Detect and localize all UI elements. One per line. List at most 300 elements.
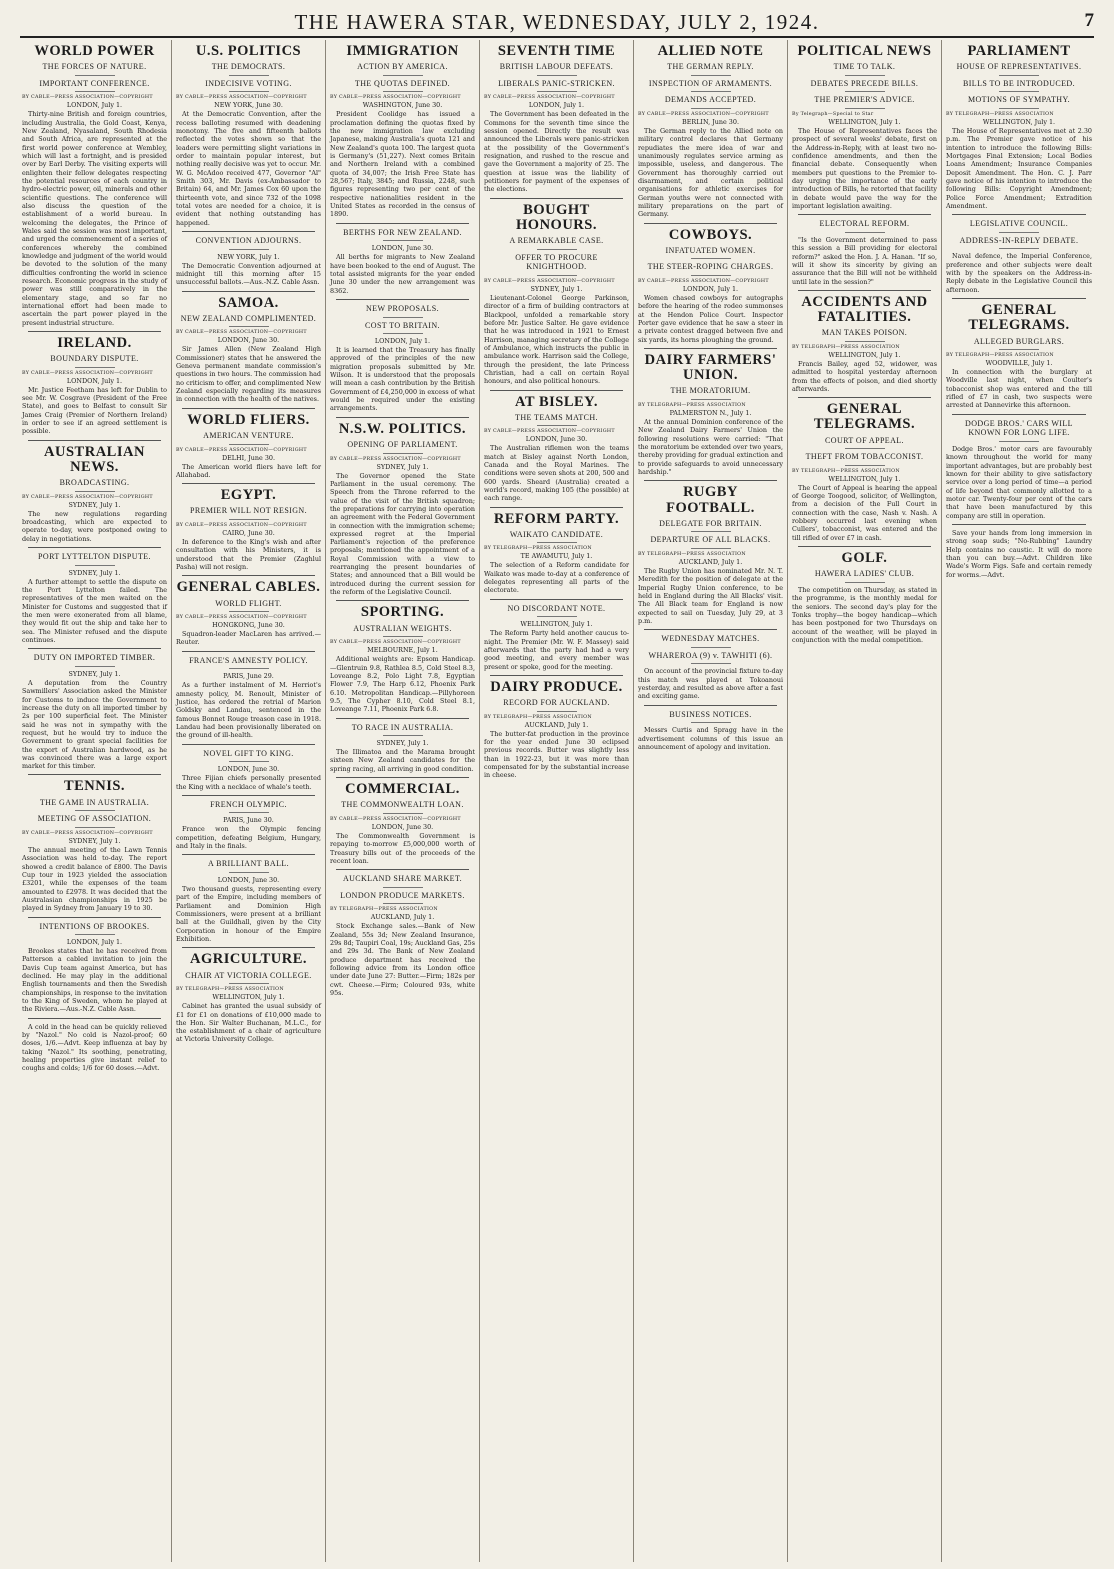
article-subheading: NOVEL GIFT TO KING. [178, 749, 319, 763]
article-divider [798, 214, 931, 215]
article-headline: BOUGHT HONOURS. [516, 201, 597, 233]
article-dateline: BERLIN, June 30. [682, 118, 739, 126]
article-subheading: LEGISLATIVE COUNCIL. [948, 219, 1090, 233]
article [638, 480, 783, 625]
article-credit: BY CABLE—PRESS ASSOCIATION—COPYRIGHT [22, 95, 153, 101]
article-dateline: LONDON, June 30. [525, 435, 588, 444]
article-subheading: MEETING OF ASSOCIATION. [24, 814, 165, 828]
column-1 [18, 40, 172, 1562]
article-dateline: LONDON, June 30. [217, 336, 280, 345]
article [638, 223, 783, 344]
article-divider [644, 480, 777, 481]
article-body: Women chased cowboys for autographs before the hearing of the rodeo summonses at the Hendon Police Court. Inspector Porter gave evidence that he saw a steer in a private contest dragged between five and six yards, its horns ploughing the ground. [638, 294, 783, 344]
column-6 [788, 40, 942, 1562]
article-dateline: PALMERSTON N., July 1. [669, 409, 752, 418]
article-subheading: AUCKLAND SHARE MARKET. [332, 874, 473, 888]
article-credit: BY TELEGRAPH—PRESS ASSOCIATION [638, 403, 746, 409]
article [638, 629, 783, 701]
article-body: Three Fijian chiefs personally presented the King with a necklace of whale's teeth. [176, 774, 321, 791]
article-subheading: DUTY ON IMPORTED TIMBER. [24, 653, 165, 667]
article-subheading: MAN TAKES POISON. [794, 328, 935, 342]
article-dateline: LONDON, July 1. [528, 101, 585, 110]
article-divider [182, 575, 315, 576]
article-dateline: SYDNEY, July 1. [376, 739, 429, 748]
article-dateline: SYDNEY, July 1. [68, 568, 121, 577]
article-headline: COWBOYS. [668, 226, 753, 243]
article-credit: BY TELEGRAPH—PRESS ASSOCIATION [484, 714, 592, 720]
article-subheading: WHAREROA (9) v. TAWHITI (6). [640, 651, 781, 665]
article-divider [490, 507, 623, 508]
article-dateline: SYDNEY, July 1. [68, 500, 121, 509]
article-body: Mr. Justice Feetham has left for Dublin to see Mr. W. Cosgrave (President of the Free State), and goes to Belfast to consult Sir James Craig (Premier of Northern Ireland) in order to see if an agreed settlement is possible. [22, 385, 167, 436]
article-subheading: THE PREMIER'S ADVICE. [794, 95, 935, 109]
article-credit: BY CABLE—PRESS ASSOCIATION—COPYRIGHT [22, 494, 153, 500]
column-5 [634, 40, 788, 1562]
article-body: Thirty-nine British and foreign countries, including Australia, the Gold Coast, Kenya, New Zealand, Nyasaland, South Rhodesia and South Africa, are represented at the first world power conference at Wembley, which will last a fortnight, and is presided over by Earl Derby. The visiting experts will enlighten their fellow delegates respecting the potential resources of each country in hydro-electric power, oil, minerals and other scientific questions. The conference will also discuss the question of the establishment of a world bureau. In welcoming the delegates, the Prince of Wales said the session was most important, and urged the commencement of a series of conferences whereby the combined knowledge and judgment of the world would be devoted to the solution of the many difficulties confronting the world in science research. Economic progress in the study of power was still comparatively in the elementary stage, and so far no international effort had been made to ascertain the part power played in the present industrial structure. [22, 110, 167, 327]
article-credit: BY CABLE—PRESS ASSOCIATION—COPYRIGHT [638, 279, 769, 285]
article [22, 547, 167, 644]
article-body: At the Democratic Convention, after the recess balloting resumed with deadening monotony. The five and fifteenth ballots reflected the votes shown so that the leaders were permitting slight variations in order to maintain popular interest, but nothing really decisive was yet to occur. Mr. W. G. McAdoo received 477, Governor "Al" Smith 303, Mr. Davis (ex-Ambassador to Britain) 64, and Mr. James Cox 60 upon the thirteenth vote, and since 732 of the 1098 total votes are needed for a choice, it is evident that nothing outstanding has happened. [176, 110, 321, 227]
article [484, 44, 629, 194]
article-divider [644, 223, 777, 224]
article-body: A deputation from the Country Sawmillers' Association asked the Minister for Customs to induce the Government to increase the duty on all imported timber by 2s per 100 superficial feet. The Minister said he was not in sympathy with the request, but he would try to induce the Government to grant special facilities for the export of Australian hardwood, as he was convinced there was a large export market for this timber. [22, 678, 167, 771]
article-subheading: INDECISIVE VOTING. [178, 79, 319, 93]
column-2 [172, 40, 326, 1562]
article-subheading: DEMANDS ACCEPTED. [640, 95, 781, 109]
article [22, 331, 167, 436]
article-subheading: THE TEAMS MATCH. [486, 413, 627, 427]
article-dateline: NEW YORK, July 1. [217, 252, 280, 261]
article-body: Lieutenant-Colonel George Parkinson, director of a firm of building contractors at Blackpool, unfolded a remarkable story before Mr. Justice Salter. He gave evidence that he was introduced in 1921 to Ernest Harrison, managing secretary of the College of Ambulance, which instructs the public in ambulance work. Harrison said the College, through the president, the late Princess Christian, had a call on certain Royal honours, and also political honours. [484, 293, 629, 386]
article-subheading: THE COMMONWEALTH LOAN. [332, 800, 473, 814]
article-subheading: RECORD FOR AUCKLAND. [486, 698, 627, 712]
article-subheading: DEPARTURE OF ALL BLACKS. [640, 535, 781, 549]
article-headline: U.S. POLITICS [195, 43, 302, 59]
article [792, 290, 937, 393]
article [638, 44, 783, 219]
article-body: The selection of a Reform candidate for Waikato was made to-day at a conference of delegates representing all parts of the electorate. [484, 561, 629, 595]
article-divider [28, 917, 161, 918]
article [22, 44, 167, 327]
article-subheading: NEW ZEALAND COMPLIMENTED. [178, 314, 319, 328]
article-dateline: AUCKLAND, July 1. [678, 557, 743, 566]
article [484, 198, 629, 386]
article-divider [182, 651, 315, 652]
article-dateline: LONDON, July 1. [66, 376, 123, 385]
article-body: The Commonwealth Government is repaying to-morrow £5,000,000 worth of Treasury bills out of the proceeds of the recent loan. [330, 831, 475, 865]
article [176, 651, 321, 740]
article [484, 390, 629, 503]
article-body: The annual meeting of the Lawn Tennis Association was held to-day. The report showed a credit balance of £800. The Davis Cup tour in 1923 yielded the association £3201, while the expenses of the team amounted to £2978. It was decided that the Australasian championships in 1925 be played in Sydney from January 19 to 30. [22, 845, 167, 913]
article-credit: BY CABLE—PRESS ASSOCIATION—COPYRIGHT [176, 447, 307, 453]
article-headline: AT BISLEY. [515, 393, 598, 410]
article [176, 795, 321, 851]
article-body: The Reform Party held another caucus to-night. The Premier (Mr. W. F. Massey) said afterwards that the party had had a very good meeting, and every member was present or spoke, good for the meeting. [484, 629, 629, 671]
article-subheading: THE MORATORIUM. [640, 386, 781, 400]
article-body: In deference to the King's wish and after consultation with his Ministers, it is understood that the Premier (Zaghlul Pasha) will not resign. [176, 537, 321, 571]
article-subheading: A BRILLIANT BALL. [178, 859, 319, 873]
article-dateline: LONDON, June 30. [371, 244, 434, 253]
article-divider [336, 600, 469, 601]
article [22, 1018, 167, 1073]
article-subheading: BRITISH LABOUR DEFEATS. [486, 62, 627, 76]
article-body: "Is the Government determined to pass this session a Bill providing for electoral reform?" asked the Hon. J. A. Hanan. "If so, will it show its sincerity by giving an assurance that the Bill will not be withheld until late in the session?" [792, 235, 937, 286]
article-dateline: MELBOURNE, July 1. [367, 646, 438, 655]
article-subheading: DEBATES PRECEDE BILLS. [794, 79, 935, 93]
article-divider [490, 599, 623, 600]
article-divider [490, 675, 623, 676]
article-headline: COMMERCIAL. [345, 781, 460, 798]
article-divider [336, 718, 469, 719]
article-headline: GENERAL CABLES. [176, 579, 321, 596]
article-body: Additional weights are: Epsom Handicap.—Glentruin 9.8, Rathlea 8.5, Cold Steel 8.3, Loveange 8.2, Polo Light 7.8, Egyptian Flower 7.9, The Harp 6.12, Phoenix Park 6.10. Metropolitan Handicap.—Pillyhoreen 9.5, The Cypher 8.10, Cold Steel 8.1, Loveange 7.11, Phoenix Park 6.8. [330, 655, 475, 714]
article-headline: AUSTRALIAN NEWS. [44, 443, 145, 475]
article-subheading: LIBERALS PANIC-STRICKEN. [486, 79, 627, 93]
article-subheading: AMERICAN VENTURE. [178, 431, 319, 445]
article-subheading: NEW PROPOSALS. [332, 304, 473, 318]
article [22, 440, 167, 543]
article-divider [28, 774, 161, 775]
article-body: The Governor opened the State Parliament in the usual ceremony. The Speech from the Throne referred to the value of the visit of the British squadron; the preparations for carrying into operation an agreement with the Federal Government in connection with the immigration scheme; expressed regret at the Imperial Parliament's rejection of the preference proposals; mentioned the appointment of a Royal Commission with a view to rearranging the present boundaries of States; and announced that a Bill would be introduced during the current session for the reform of the Legislative Council. [330, 471, 475, 597]
article-divider [952, 414, 1086, 415]
article-subheading: THEFT FROM TOBACCONIST. [794, 452, 935, 466]
article-dateline: LONDON, June 30. [371, 822, 434, 831]
article [946, 214, 1092, 294]
article [792, 214, 937, 286]
article-subheading: THE FORCES OF NATURE. [24, 62, 165, 76]
article-body: As a further instalment of M. Herriot's amnesty policy, M. Renoult, Minister of Justice, has ordered the retrial of Marion Goldsky and Landau, sentenced in the famous Bonnet Rouge treason case in 1918. Landau had been provisionally liberated on the ground of ill-health. [176, 681, 321, 740]
article-subheading: ADDRESS-IN-REPLY DEBATE. [948, 236, 1090, 250]
article-subheading: LONDON PRODUCE MARKETS. [332, 891, 473, 905]
article-headline: REFORM PARTY. [493, 510, 620, 527]
article-body: A cold in the head can be quickly relieved by "Nazol." No cold is Nazol-proof; 60 doses, 1/6.—Advt. Keep influenza at bay by taking "Nazol." Its soothing, penetrating, healing properties give instant relief to coughs and colds; 1/6 for 60 doses.—Advt. [22, 1022, 167, 1073]
article-subheading: PREMIER WILL NOT RESIGN. [178, 506, 319, 520]
article-headline: AGRICULTURE. [189, 951, 308, 968]
article-body: All berths for migrants to New Zealand have been booked to the end of August. The total assisted migrants for the year ended June 30 under the new arrangement was 8362. [330, 253, 475, 295]
article-body: The House of Representatives met at 2.30 p.m. The Premier gave notice of his intention to introduce the following Bills: Mortgages Final Extension; Local Bodies Loans Amendment; Insurance Companies Deposit Amendment. The Hon. C. J. Parr gave notice of his intention to introduce the following Bills: Copyright Amendment; Police Force Amendment; Extradition Amendment. [946, 127, 1092, 210]
article-subheading: INSPECTION OF ARMAMENTS. [640, 79, 781, 93]
article-subheading: ELECTORAL REFORM. [794, 219, 935, 233]
article [638, 705, 783, 752]
masthead-title: THE HAWERA STAR, WEDNESDAY, JULY 2, 1924. [294, 10, 820, 34]
article-subheading: ALLEGED BURGLARS. [948, 337, 1090, 351]
article-subheading: HOUSE OF REPRESENTATIVES. [948, 62, 1090, 76]
article-headline: PARLIAMENT [967, 43, 1071, 59]
article-dateline: LONDON, July 1. [66, 938, 123, 947]
article-body: The Government has been defeated in the Commons for the seventh time since the session opened. Directly the result was announced the Liberals were panic-stricken at the possibility of the Government's resignation, and rushed to the rescue and gave the Government a majority of 25. The question at issue was the liability of petitioners for payment of the expenses of the elections. [484, 110, 629, 194]
article [792, 397, 937, 542]
article-headline: TENNIS. [63, 778, 126, 795]
article [176, 44, 321, 227]
article-credit: BY TELEGRAPH—PRESS ASSOCIATION [946, 112, 1054, 117]
article [176, 483, 321, 571]
article [330, 718, 475, 774]
article-headline: GENERAL TELEGRAMS. [813, 401, 916, 433]
article-headline: IRELAND. [57, 334, 132, 351]
article [946, 298, 1092, 410]
article-credit: By Telegraph—Special to Star [792, 112, 874, 117]
article-subheading: THE GAME IN AUSTRALIA. [24, 798, 165, 812]
article-divider [182, 291, 315, 292]
article-subheading: WORLD FLIGHT. [178, 599, 319, 613]
article-body: Messrs Curtis and Spragg have in the advertisement columns of this issue an announcement of apology and invitation. [638, 726, 783, 751]
article-dateline: SYDNEY, July 1. [376, 462, 429, 471]
article [330, 869, 475, 997]
columns-container [18, 40, 1096, 1562]
article-subheading: BOUNDARY DISPUTE. [24, 354, 165, 368]
article [176, 408, 321, 479]
article-dateline: AUCKLAND, July 1. [524, 720, 589, 729]
article-body: The Illimatoa and the Marama brought sixteen New Zealand candidates for the spring racing, all arriving in good condition. [330, 748, 475, 773]
article-dateline: WELLINGTON, July 1. [982, 118, 1056, 126]
article-dateline: LONDON, July 1. [66, 101, 123, 110]
article-credit: BY TELEGRAPH—PRESS ASSOCIATION [792, 468, 900, 474]
article-body: The new regulations regarding broadcasting, which are expected to operate to-day, were postponed owing to delay in negotiations. [22, 509, 167, 543]
article-divider [182, 408, 315, 409]
article-dateline: TE AWAMUTU, July 1. [520, 552, 593, 561]
article-dateline: DELHI, June 30. [222, 453, 275, 462]
article-headline: POLITICAL NEWS [797, 43, 932, 59]
article-headline: SEVENTH TIME [497, 43, 616, 59]
article-headline: EGYPT. [220, 487, 277, 504]
article-body: The American world fliers have left for Allahabad. [176, 462, 321, 479]
article-body: Cabinet has granted the usual subsidy of £1 for £1 on donations of £10,000 made to the Hon. Sir Walter Buchanan, M.L.C., for the establishment of a chair of agriculture at Victoria University College. [176, 1002, 321, 1044]
article [176, 231, 321, 287]
article-body: President Coolidge has issued a proclamation defining the quotas fixed by the new immigration law excluding Japanese, making Australia's quota 121 and New Zealand's quota 100. The largest quota is Germany's (51,227). Next comes Britain and Northern Ireland with a combined quota of 34,007; the Irish Free State has 28,567; Italy, 3845; and Russia, 2248, such figures representing two per cent of the respective nationalities resident in the United States as recorded in the census of 1890. [330, 110, 475, 219]
article-subheading: COURT OF APPEAL. [794, 436, 935, 450]
article-body: Naval defence, the Imperial Conference, preference and other subjects were dealt with by the speakers on the Address-in-Reply debate in the Legislative Council this afternoon. [946, 252, 1092, 294]
article-divider [28, 547, 161, 548]
article-subheading: PORT LYTTELTON DISPUTE. [24, 552, 165, 566]
article-body: The Democratic Convention adjourned at midnight till this morning after 15 unsuccessful ballots.—Aus.-N.Z. Cable Assn. [176, 261, 321, 287]
article-subheading: THE GERMAN REPLY. [640, 62, 781, 76]
article-divider [182, 947, 315, 948]
article-headline: WORLD FLIERS. [187, 411, 310, 428]
article [176, 854, 321, 943]
article-headline: WORLD POWER [34, 43, 155, 59]
article-body: The House of Representatives faces the prospect of several weeks' debate, first on the Address-in-Reply, with at least two no-confidence amendments, and then the financial debate. Consequently when members put questions to the Premier to-day urging the importance of the early introduction of Bills, he retorted that facility in debate would pave the way for the important legislation awaiting. [792, 127, 937, 210]
article-divider [182, 854, 315, 855]
article [484, 507, 629, 595]
article-subheading: FRENCH OLYMPIC. [178, 800, 319, 814]
article [330, 299, 475, 413]
article-subheading: CHAIR AT VICTORIA COLLEGE. [178, 971, 319, 985]
article-subheading: INFATUATED WOMEN. [640, 246, 781, 260]
article-credit: BY CABLE—PRESS ASSOCIATION—COPYRIGHT [176, 330, 307, 336]
article-subheading: WAIKATO CANDIDATE. [486, 530, 627, 544]
article-divider [490, 390, 623, 391]
article-subheading: BUSINESS NOTICES. [640, 710, 781, 724]
article [330, 417, 475, 597]
article-divider [28, 648, 161, 649]
article-headline: N.S.W. POLITICS. [338, 420, 467, 437]
article-credit: BY CABLE—PRESS ASSOCIATION—COPYRIGHT [176, 95, 307, 101]
article-divider [182, 744, 315, 745]
article [176, 947, 321, 1043]
article-divider [644, 705, 777, 706]
article-credit: BY TELEGRAPH—PRESS ASSOCIATION [176, 987, 284, 993]
article-body: The German reply to the Allied note on military control declares that Germany repudiates the mere idea of war and unanimously regulates service arming as impossible, useless, and dangerous. The Government has thoroughly carried out disarmament, and certain political organisations for athletic exercises for German youths were not connected with military preparations on the part of Germany. [638, 127, 783, 219]
article [176, 744, 321, 791]
article-dateline: LONDON, June 30. [217, 765, 280, 774]
article-credit: BY CABLE—PRESS ASSOCIATION—COPYRIGHT [176, 615, 307, 621]
article-body: Squadron-leader MacLaren has arrived.—Reuter. [176, 630, 321, 647]
article-divider [336, 223, 469, 224]
article-credit: BY CABLE—PRESS ASSOCIATION—COPYRIGHT [638, 112, 769, 117]
article-divider [952, 524, 1086, 525]
article-body: Dodge Bros.' motor cars are favourably known throughout the world for many important advantages, but are probably best known for their ability to give satisfactory service over a long period of time—a period of life beyond that commonly allotted to a motor car. Twenty-four per cent of the cars that have been manufactured by this company are still in operation. [946, 444, 1092, 520]
article-dateline: PARIS, June 29. [223, 672, 274, 681]
article-dateline: SYDNEY, July 1. [68, 836, 121, 845]
article-body: In connection with the burglary at Woodville last night, when Coulter's tobacconist shop was entered and the till rifled of £7 in cash, two suspects were arrested at Dannevirke this afternoon. [946, 368, 1092, 410]
article-subheading: CONVENTION ADJOURNS. [178, 236, 319, 250]
article-subheading: BERTHS FOR NEW ZEALAND. [332, 228, 473, 242]
article [484, 599, 629, 671]
article-divider [182, 795, 315, 796]
article-dateline: LONDON, July 1. [374, 337, 431, 346]
article-subheading: BROADCASTING. [24, 478, 165, 492]
article-dateline: WELLINGTON, July 1. [828, 474, 901, 483]
article [22, 648, 167, 770]
article [22, 774, 167, 912]
article-credit: BY CABLE—PRESS ASSOCIATION—COPYRIGHT [330, 816, 461, 822]
article-headline: GOLF. [841, 550, 888, 567]
article-divider [952, 214, 1086, 215]
article-subheading: AUSTRALIAN WEIGHTS. [332, 624, 473, 638]
article-dateline: LONDON, June 30. [217, 876, 280, 885]
article-dateline: WELLINGTON, July 1. [520, 620, 593, 629]
article-credit: BY CABLE—PRESS ASSOCIATION—COPYRIGHT [484, 278, 615, 284]
article-headline: DAIRY PRODUCE. [490, 678, 623, 695]
article-credit: BY CABLE—PRESS ASSOCIATION—COPYRIGHT [484, 95, 615, 101]
article-body: Two thousand guests, representing every part of the Empire, including members of Parliament and Dominion High Commissioners, were present at a brilliant ball at the Guildhall, given by the City Corporation in honour of the Empire Exhibition. [176, 885, 321, 944]
article [484, 675, 629, 780]
article-divider [798, 546, 931, 547]
article-subheading: COST TO BRITAIN. [332, 321, 473, 335]
article-credit: BY TELEGRAPH—PRESS ASSOCIATION [484, 546, 592, 552]
article-divider [28, 1018, 161, 1019]
article-credit: BY TELEGRAPH—PRESS ASSOCIATION [638, 551, 746, 557]
article-body: Francis Bailey, aged 52, widower, was admitted to hospital yesterday afternoon from the effects of poison, and died shortly afterwards. [792, 359, 937, 393]
article-credit: BY CABLE—PRESS ASSOCIATION—COPYRIGHT [330, 456, 461, 462]
article-subheading: MOTIONS OF SYMPATHY. [948, 95, 1090, 109]
article-body: Brookes states that he has received from Patterson a cabled invitation to join the Davis Cup team against America, but has declined. He may play in the additional English tournaments and then the Swedish championships, in response to the invitation to the King of Sweden, whom he played at the Riviera.—Aus.-N.Z. Cable Assn. [22, 947, 167, 1014]
article-divider [952, 298, 1086, 299]
article-headline: ALLIED NOTE [657, 43, 764, 59]
article-dateline: SYDNEY, July 1. [68, 669, 121, 678]
article-dateline: WASHINGTON, June 30. [362, 101, 443, 110]
column-7 [942, 40, 1096, 1562]
column-3 [326, 40, 480, 1562]
article-subheading: ACTION BY AMERICA. [332, 62, 473, 76]
article [176, 575, 321, 646]
article-dateline: WOODVILLE, July 1. [985, 359, 1053, 368]
article [638, 348, 783, 476]
article-dateline: AUCKLAND, July 1. [370, 913, 435, 922]
article-subheading: THE DEMOCRATS. [178, 62, 319, 76]
article-dateline: WELLINGTON, July 1. [828, 350, 901, 359]
article-subheading: IMPORTANT CONFERENCE. [24, 79, 165, 93]
article-body: It is learned that the Treasury has finally approved of the principles of the new migration proposals submitted by Mr. Wilson. It is understood that the proposals will mean a cash contribution by the British Government of £4,250,000 in excess of what would be required under the existing arrangements. [330, 346, 475, 413]
article-body: Sir James Allen (New Zealand High Commissioner) states that he answered the Geneva permanent mandate commission's questions in two hours. The commission had no criticism to offer, and complimented New Zealand especially regarding its measures in connection with the health of the natives. [176, 345, 321, 404]
article [792, 44, 937, 210]
article-headline: DAIRY FARMERS' UNION. [644, 351, 777, 384]
article-divider [182, 231, 315, 232]
masthead [20, 10, 1094, 38]
article-dateline: PARIS, June 30. [223, 816, 274, 825]
article-body: The Court of Appeal is hearing the appeal of George Toogood, solicitor, of Wellington, from a decision of the Full Court in connection with the case, Nash v. Nash. A robbery occurred last evening when Cullers', tobacconist, was entered and the till rifled of over £7 in cash. [792, 483, 937, 542]
article [946, 524, 1092, 579]
article-body: Save your hands from long immersion in strong soap suds; "No-Rubbing" Laundry Help contains no caustic. It will do more than you can buy.—Advt. Children like Wade's Worm Figs. Safe and certain remedy for worms.—Advt. [946, 528, 1092, 579]
article-credit: BY CABLE—PRESS ASSOCIATION—COPYRIGHT [330, 95, 461, 101]
article-credit: BY CABLE—PRESS ASSOCIATION—COPYRIGHT [22, 370, 153, 376]
article-credit: BY TELEGRAPH—PRESS ASSOCIATION [330, 907, 438, 913]
article-credit: BY TELEGRAPH—PRESS ASSOCIATION [946, 353, 1054, 359]
article-divider [336, 417, 469, 418]
article-credit: BY CABLE—PRESS ASSOCIATION—COPYRIGHT [484, 429, 615, 435]
article-subheading: THE STEER-ROPING CHARGES. [640, 262, 781, 276]
article-divider [644, 348, 777, 349]
article-dateline: WELLINGTON, July 1. [828, 118, 901, 126]
article-subheading: TIME TO TALK. [794, 62, 935, 76]
article-dateline: NEW YORK, June 30. [214, 101, 283, 110]
page-number: 7 [1084, 10, 1094, 31]
article-credit: BY TELEGRAPH—PRESS ASSOCIATION [792, 344, 900, 350]
article-subheading: OPENING OF PARLIAMENT. [332, 440, 473, 454]
article [22, 917, 167, 1014]
article-subheading: FRANCE'S AMNESTY POLICY. [178, 656, 319, 670]
article-headline: ACCIDENTS AND FATALITIES. [801, 293, 928, 326]
article-divider [798, 397, 931, 398]
article-subheading: A REMARKABLE CASE. [486, 236, 627, 250]
article [330, 600, 475, 713]
article-subheading: TO RACE IN AUSTRALIA. [332, 723, 473, 737]
article-dateline: SYDNEY, July 1. [530, 284, 583, 293]
article-subheading: BILLS TO BE INTRODUCED. [948, 79, 1090, 93]
article-subheading: WEDNESDAY MATCHES. [640, 634, 781, 648]
article-divider [336, 869, 469, 870]
article-subheading: HAWERA LADIES' CLUB. [794, 569, 935, 583]
article-subheading: OFFER TO PROCURE KNIGHTHOOD. [486, 253, 627, 276]
article-body: France won the Olympic fencing competition, defeating Belgium, Hungary, and Italy in the finals. [176, 825, 321, 851]
article-divider [798, 290, 931, 291]
article-headline: IMMIGRATION [346, 43, 459, 59]
article-dateline: CAIRO, June 30. [222, 528, 275, 537]
article-divider [336, 777, 469, 778]
article-body: A further attempt to settle the dispute on the Port Lyttelton failed. The representatives of the men waited on the Minister for Customs and suggested that if the men were exonerated from all blame, they would fit out the ship and take her to sea. The Minister refused and the dispute continues. [22, 577, 167, 644]
article-credit: BY CABLE—PRESS ASSOCIATION—COPYRIGHT [330, 640, 461, 646]
column-4 [480, 40, 634, 1562]
article [946, 44, 1092, 210]
article-divider [28, 440, 161, 441]
article-dateline: LONDON, July 1. [682, 285, 739, 294]
article-subheading: THE QUOTAS DEFINED. [332, 79, 473, 93]
article-headline: RUGBY FOOTBALL. [666, 484, 755, 516]
article-divider [644, 629, 777, 630]
article-subheading: INTENTIONS OF BROOKES. [24, 922, 165, 936]
article-headline: GENERAL TELEGRAMS. [968, 302, 1070, 334]
article [330, 44, 475, 219]
article [330, 223, 475, 295]
article-headline: SPORTING. [360, 604, 445, 621]
article-dateline: WELLINGTON, July 1. [212, 993, 285, 1002]
article-body: The Australian riflemen won the teams match at Bisley against North London, Canada and the Royal Marines. The conditions were seven shots at 200, 500 and 600 yards. Sheard (Australia) created a world's record, making 105 (the possible) at each range. [484, 444, 629, 503]
article-subheading: NO DISCORDANT NOTE. [486, 604, 627, 618]
article-body: Stock Exchange sales.—Bank of New Zealand, 55s 3d; New Zealand Insurance, 29s 8d; Taupiri Coal, 19s; Auckland Gas, 25s and 29s 3d. The Bank of New Zealand produce department has received the following advice from its London office under date June 27: Butter.—Firm; 182s per cwt. Cheese.—Firm; Coloured 93s, white 95s. [330, 922, 475, 998]
article-body: On account of the provincial fixture to-day this match was played at Tokoanoui yesterday, and resulted as above after a fast and exciting game. [638, 667, 783, 701]
article-subheading: DELEGATE FOR BRITAIN. [640, 519, 781, 533]
article [176, 291, 321, 404]
